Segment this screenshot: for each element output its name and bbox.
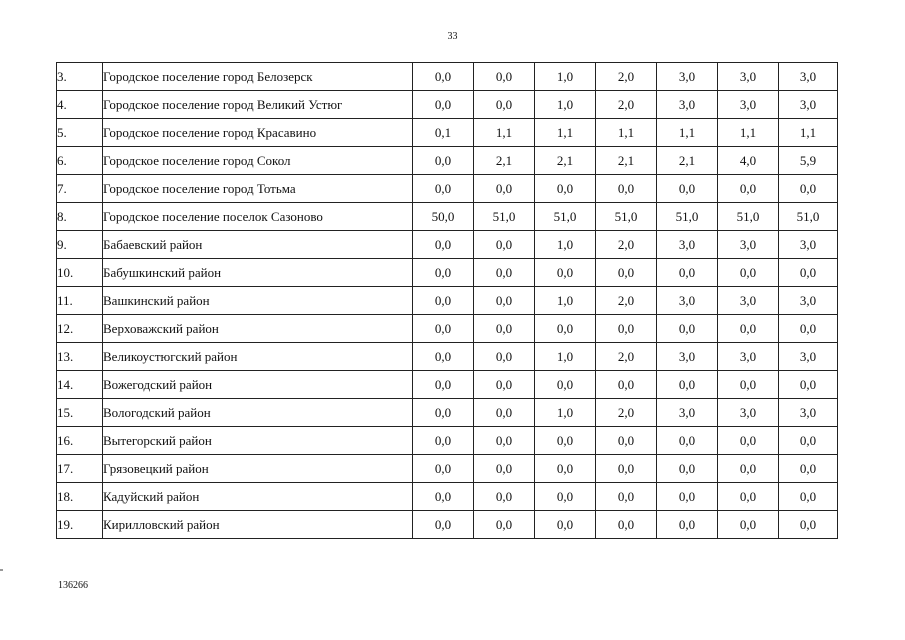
- value-cell: 0,0: [413, 315, 474, 343]
- value-cell: 0,0: [718, 315, 779, 343]
- value-cell: 2,0: [596, 91, 657, 119]
- municipality-name-cell: Городское поселение город Сокол: [103, 147, 413, 175]
- value-cell: 0,0: [474, 483, 535, 511]
- value-cell: 0,0: [779, 511, 838, 539]
- municipality-name-cell: Городское поселение город Белозерск: [103, 63, 413, 91]
- table-row: [57, 371, 838, 399]
- municipality-name-cell: Вытегорский район: [103, 427, 413, 455]
- value-cell: 0,1: [413, 119, 474, 147]
- value-cell: 51,0: [535, 203, 596, 231]
- municipality-name-cell: Бабушкинский район: [103, 259, 413, 287]
- value-cell: 0,0: [413, 399, 474, 427]
- value-cell: 0,0: [718, 483, 779, 511]
- value-cell: 0,0: [535, 455, 596, 483]
- value-cell: 0,0: [474, 399, 535, 427]
- value-cell: 0,0: [779, 315, 838, 343]
- value-cell: 3,0: [779, 399, 838, 427]
- value-cell: 1,1: [474, 119, 535, 147]
- row-number-cell: 6.: [57, 147, 103, 175]
- value-cell: 0,0: [535, 511, 596, 539]
- value-cell: 0,0: [474, 427, 535, 455]
- row-number-cell: 15.: [57, 399, 103, 427]
- value-cell: 51,0: [779, 203, 838, 231]
- row-number-cell: 10.: [57, 259, 103, 287]
- municipality-name-cell: Городское поселение город Великий Устюг: [103, 91, 413, 119]
- value-cell: 0,0: [413, 91, 474, 119]
- value-cell: 0,0: [596, 259, 657, 287]
- value-cell: 0,0: [718, 371, 779, 399]
- value-cell: 2,0: [596, 287, 657, 315]
- value-cell: 3,0: [779, 343, 838, 371]
- value-cell: 0,0: [718, 455, 779, 483]
- value-cell: 0,0: [413, 231, 474, 259]
- value-cell: 50,0: [413, 203, 474, 231]
- row-number-cell: 7.: [57, 175, 103, 203]
- value-cell: 1,0: [535, 91, 596, 119]
- value-cell: 0,0: [413, 287, 474, 315]
- value-cell: 0,0: [596, 427, 657, 455]
- value-cell: 3,0: [718, 231, 779, 259]
- value-cell: 3,0: [718, 63, 779, 91]
- table-row: [57, 399, 838, 427]
- value-cell: 2,0: [596, 399, 657, 427]
- value-cell: 0,0: [657, 175, 718, 203]
- value-cell: 3,0: [657, 63, 718, 91]
- municipality-name-cell: Грязовецкий район: [103, 455, 413, 483]
- value-cell: 2,0: [596, 343, 657, 371]
- value-cell: 0,0: [657, 371, 718, 399]
- value-cell: 0,0: [779, 259, 838, 287]
- value-cell: 0,0: [779, 175, 838, 203]
- value-cell: 3,0: [718, 343, 779, 371]
- table-row: [57, 259, 838, 287]
- table-row: [57, 203, 838, 231]
- scan-mark: [0, 569, 3, 571]
- value-cell: 1,0: [535, 231, 596, 259]
- value-cell: 0,0: [596, 315, 657, 343]
- value-cell: 3,0: [657, 399, 718, 427]
- value-cell: 0,0: [535, 483, 596, 511]
- municipality-name-cell: Кирилловский район: [103, 511, 413, 539]
- table-row: [57, 511, 838, 539]
- value-cell: 1,0: [535, 343, 596, 371]
- row-number-cell: 8.: [57, 203, 103, 231]
- value-cell: 3,0: [718, 399, 779, 427]
- value-cell: 1,0: [535, 399, 596, 427]
- table-row: [57, 119, 838, 147]
- value-cell: 0,0: [779, 483, 838, 511]
- municipality-name-cell: Городское поселение город Тотьма: [103, 175, 413, 203]
- row-number-cell: 9.: [57, 231, 103, 259]
- value-cell: 1,1: [535, 119, 596, 147]
- value-cell: 3,0: [657, 287, 718, 315]
- row-number-cell: 17.: [57, 455, 103, 483]
- table-row: [57, 147, 838, 175]
- value-cell: 2,1: [596, 147, 657, 175]
- value-cell: 0,0: [413, 483, 474, 511]
- value-cell: 3,0: [779, 287, 838, 315]
- value-cell: 0,0: [779, 371, 838, 399]
- table-row: [57, 427, 838, 455]
- value-cell: 1,0: [535, 287, 596, 315]
- value-cell: 0,0: [596, 455, 657, 483]
- value-cell: 0,0: [718, 175, 779, 203]
- table-row: [57, 343, 838, 371]
- value-cell: 0,0: [779, 427, 838, 455]
- row-number-cell: 11.: [57, 287, 103, 315]
- value-cell: 0,0: [779, 455, 838, 483]
- value-cell: 0,0: [474, 63, 535, 91]
- value-cell: 0,0: [718, 511, 779, 539]
- value-cell: 0,0: [413, 343, 474, 371]
- table-row: [57, 455, 838, 483]
- table-row: [57, 231, 838, 259]
- value-cell: 3,0: [779, 63, 838, 91]
- value-cell: 2,1: [474, 147, 535, 175]
- value-cell: 0,0: [474, 259, 535, 287]
- municipality-name-cell: Вологодский район: [103, 399, 413, 427]
- municipality-name-cell: Великоустюгский район: [103, 343, 413, 371]
- municipality-name-cell: Городское поселение город Красавино: [103, 119, 413, 147]
- page-number: 33: [447, 31, 458, 42]
- value-cell: 1,1: [779, 119, 838, 147]
- table-row: [57, 287, 838, 315]
- row-number-cell: 4.: [57, 91, 103, 119]
- municipality-name-cell: Верховажский район: [103, 315, 413, 343]
- value-cell: 5,9: [779, 147, 838, 175]
- value-cell: 0,0: [535, 259, 596, 287]
- value-cell: 51,0: [474, 203, 535, 231]
- value-cell: 0,0: [657, 315, 718, 343]
- value-cell: 0,0: [474, 343, 535, 371]
- table-row: [57, 91, 838, 119]
- value-cell: 0,0: [596, 371, 657, 399]
- row-number-cell: 5.: [57, 119, 103, 147]
- value-cell: 51,0: [718, 203, 779, 231]
- table-row: [57, 63, 838, 91]
- value-cell: 3,0: [718, 287, 779, 315]
- value-cell: 51,0: [596, 203, 657, 231]
- value-cell: 0,0: [474, 511, 535, 539]
- value-cell: 0,0: [413, 147, 474, 175]
- value-cell: 0,0: [474, 371, 535, 399]
- value-cell: 0,0: [596, 175, 657, 203]
- value-cell: 0,0: [413, 427, 474, 455]
- footer-document-code: 136266: [58, 580, 88, 591]
- value-cell: 0,0: [413, 511, 474, 539]
- row-number-cell: 12.: [57, 315, 103, 343]
- table-row: [57, 175, 838, 203]
- municipality-name-cell: Вашкинский район: [103, 287, 413, 315]
- value-cell: 0,0: [535, 427, 596, 455]
- row-number-cell: 13.: [57, 343, 103, 371]
- value-cell: 0,0: [474, 231, 535, 259]
- value-cell: 3,0: [657, 91, 718, 119]
- row-number-cell: 14.: [57, 371, 103, 399]
- row-number-cell: 16.: [57, 427, 103, 455]
- value-cell: 4,0: [718, 147, 779, 175]
- value-cell: 0,0: [474, 91, 535, 119]
- value-cell: 0,0: [535, 315, 596, 343]
- value-cell: 0,0: [657, 511, 718, 539]
- value-cell: 0,0: [474, 175, 535, 203]
- value-cell: 1,0: [535, 63, 596, 91]
- municipality-name-cell: Вожегодский район: [103, 371, 413, 399]
- value-cell: 0,0: [657, 483, 718, 511]
- value-cell: 0,0: [535, 371, 596, 399]
- value-cell: 3,0: [779, 231, 838, 259]
- value-cell: 1,1: [718, 119, 779, 147]
- value-cell: 0,0: [657, 259, 718, 287]
- value-cell: 0,0: [718, 259, 779, 287]
- value-cell: 0,0: [474, 287, 535, 315]
- value-cell: 3,0: [657, 231, 718, 259]
- value-cell: 0,0: [474, 315, 535, 343]
- value-cell: 0,0: [596, 483, 657, 511]
- value-cell: 0,0: [413, 63, 474, 91]
- value-cell: 0,0: [413, 259, 474, 287]
- row-number-cell: 18.: [57, 483, 103, 511]
- value-cell: 0,0: [413, 175, 474, 203]
- value-cell: 0,0: [657, 455, 718, 483]
- value-cell: 2,1: [535, 147, 596, 175]
- value-cell: 0,0: [474, 455, 535, 483]
- value-cell: 2,0: [596, 231, 657, 259]
- row-number-cell: 3.: [57, 63, 103, 91]
- table-row: [57, 483, 838, 511]
- value-cell: 1,1: [657, 119, 718, 147]
- value-cell: 0,0: [718, 427, 779, 455]
- value-cell: 3,0: [718, 91, 779, 119]
- value-cell: 1,1: [596, 119, 657, 147]
- municipality-name-cell: Кадуйский район: [103, 483, 413, 511]
- table-body: [57, 63, 838, 539]
- value-cell: 3,0: [779, 91, 838, 119]
- value-cell: 0,0: [657, 427, 718, 455]
- value-cell: 0,0: [535, 175, 596, 203]
- value-cell: 51,0: [657, 203, 718, 231]
- data-table: [56, 62, 838, 539]
- municipality-name-cell: Городское поселение поселок Сазоново: [103, 203, 413, 231]
- row-number-cell: 19.: [57, 511, 103, 539]
- value-cell: 2,1: [657, 147, 718, 175]
- value-cell: 0,0: [413, 455, 474, 483]
- value-cell: 0,0: [596, 511, 657, 539]
- value-cell: 2,0: [596, 63, 657, 91]
- value-cell: 0,0: [413, 371, 474, 399]
- table-row: [57, 315, 838, 343]
- municipality-name-cell: Бабаевский район: [103, 231, 413, 259]
- value-cell: 3,0: [657, 343, 718, 371]
